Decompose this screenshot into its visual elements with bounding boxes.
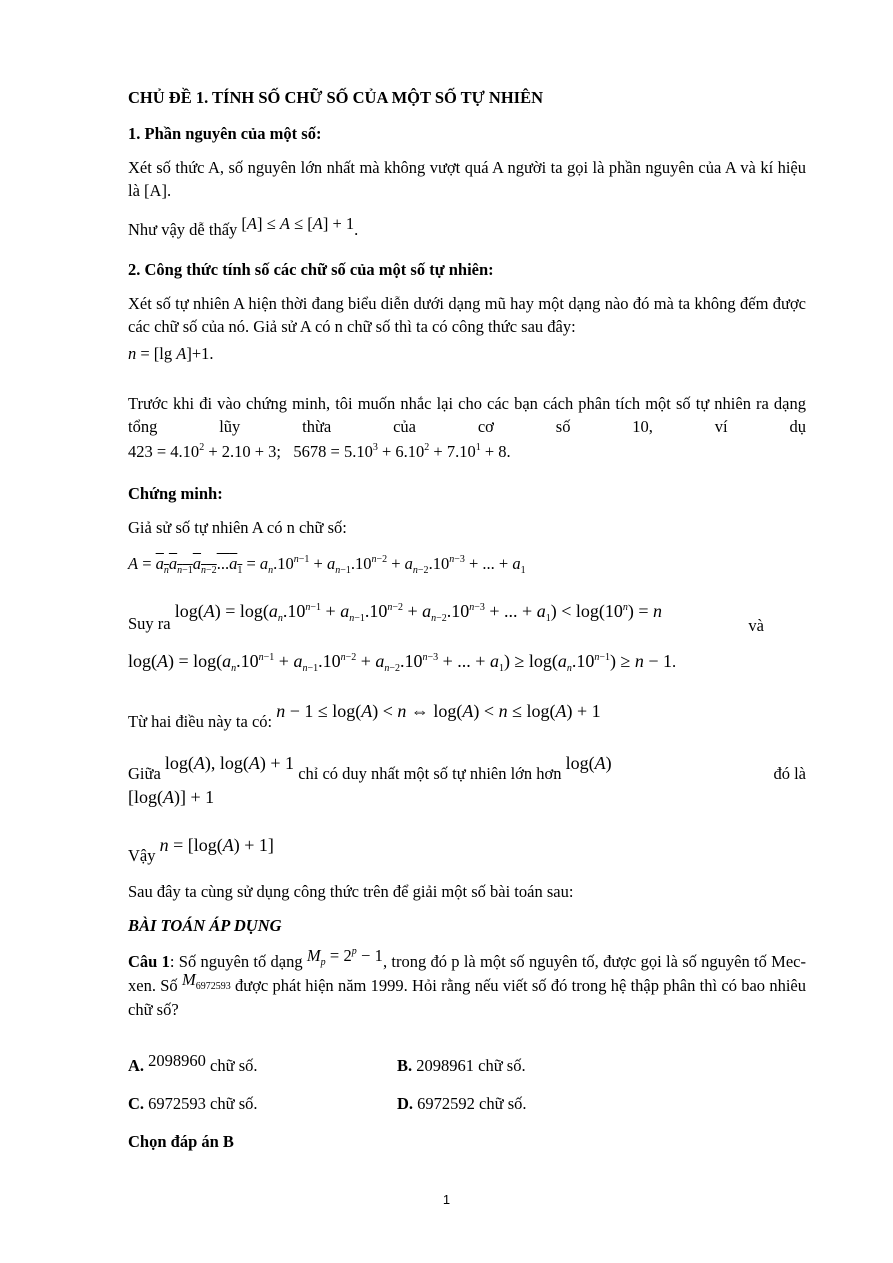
floor-inequality-formula: [A] ≤ A ≤ [A] + 1 xyxy=(241,214,355,233)
va-label: và xyxy=(748,616,764,635)
combined-inequality-formula: n − 1 ≤ log(A) < n ⇔ log(A) < n ≤ log(A) + 1 xyxy=(276,701,601,721)
option-b: B. 2098961 chữ số. xyxy=(397,1056,526,1075)
section1-para2-text: Như vậy dễ thấy xyxy=(128,220,238,239)
question-part2: , trong đó p là một số nguyên tố, được gọi là số nguyên tố Mec-xen. Số xyxy=(128,952,806,995)
option-d: D. 6972592 chữ số. xyxy=(397,1094,527,1113)
number-expansion-formula: $A = a_na_{n-1}a_{n-2}...a_1 = a_n.10^{n-1} + a_{n-1}.10^{n-2} + a_{n-2}.10^{n-3}$ + ... + $a_1$ xyxy=(128,554,526,576)
floor-log-formula: [log(A)] + 1 xyxy=(128,787,215,807)
applied-title: BÀI TOÁN ÁP DỤNG xyxy=(128,916,282,935)
option-c: C. 6972593 chữ số. xyxy=(128,1094,258,1113)
suy-ra-label: Suy ra xyxy=(128,614,171,633)
giua-label: Giữa xyxy=(128,764,161,783)
option-c-value: 6972593 xyxy=(148,1094,206,1113)
proof-title: Chứng minh: xyxy=(128,484,223,503)
do-la-label: đó là xyxy=(773,764,806,783)
option-a: A. 2098960 chữ số. xyxy=(128,1051,258,1075)
main-heading: CHỦ ĐỀ 1. TÍNH SỐ CHỮ SỐ CỦA MỘT SỐ TỰ NHIÊN xyxy=(128,88,544,107)
option-b-value: 2098961 xyxy=(416,1056,475,1075)
page-number: 1 xyxy=(442,1192,451,1207)
section1-title: 1. Phần nguyên của một số: xyxy=(128,124,322,143)
digit-count-formula: n = [lg A]+1. xyxy=(128,344,214,363)
section1-para2-end: . xyxy=(354,220,359,239)
vay-label: Vậy xyxy=(128,846,156,865)
question-1 xyxy=(128,946,807,1022)
section1-para2 xyxy=(128,214,806,241)
section2-title: 2. Công thức tính số các chữ số của một số tự nhiên: xyxy=(128,260,494,279)
power-examples: $423 = 4.10^2 + 2.10 + 3$; $5678 = 5.10^3 + 6.10^2 + 7.10^1 + 8$. xyxy=(128,442,511,461)
question-label: Câu 1 xyxy=(128,952,170,971)
lower-bound-line: $\log(A) = \log(a_n.10^{n-1} + a_{n-1}.10^{n-2} + a_{n-2}.10^{n-3}$ + ... + $a_1) \ge \log(a_n.10^{n-1}) \ge n - 1$. xyxy=(128,651,677,674)
section2-para1: Xét số tự nhiên A hiện thời đang biểu diễn dưới dạng mũ hay một dạng nào đó mà ta không đếm được các chữ số của nó. Giả sử A có n chữ số thì ta có công thức sau đây: xyxy=(128,294,806,336)
upper-bound-formula: $\log(A) = \log(a_n.10^{n-1} + a_{n-1}.10^{n-2} + a_{n-2}.10^{n-3}$ + ... + $a_1) < \log(10^n) = n$ xyxy=(174,601,663,624)
upper-bound-line xyxy=(128,600,806,635)
option-d-value: 6972592 xyxy=(417,1094,475,1113)
conclusion-line xyxy=(128,834,806,865)
between-line: Giữa log(A), log(A) + 1 chỉ có duy nhất một số tự nhiên lớn hơn log(A) đó là xyxy=(128,753,806,783)
mersenne-number: $M_{6972593}$ xyxy=(181,970,231,992)
example-5678: $5678 = 5.10^3 + 6.10^2 + 7.10^1 + 8$ xyxy=(293,442,507,461)
combined-inequality-line xyxy=(128,700,806,731)
mersenne-formula: $M_p = 2^p - 1$ xyxy=(306,946,383,968)
option-a-value: 2098960 xyxy=(148,1051,206,1070)
closing-text: Sau đây ta cùng sử dụng công thức trên để giải một số bài toán sau: xyxy=(128,882,574,901)
question-part3: được phát hiện năm 1999. Hỏi rằng nếu viết số đó trong hệ thập phân thì có bao nhiêu chữ số? xyxy=(128,976,807,1019)
lower-bound-formula: $\log(A) = \log(a_n.10^{n-1} + a_{n-1}.10^{n-2} + a_{n-2}.10^{n-3}$ + ... + $a_1) \ge \log(a_n.10^{n-1}) \ge n - 1$ xyxy=(128,651,673,674)
proof-intro: Giả sử số tự nhiên A có n chữ số: xyxy=(128,518,347,537)
question-part1: : Số nguyên tố dạng xyxy=(169,952,303,971)
mersenne-index: 6972593 xyxy=(195,981,231,992)
giua-mid-text: chỉ có duy nhất một số tự nhiên lớn hơn xyxy=(298,764,562,783)
section2-para2: Trước khi đi vào chứng minh, tôi muốn nhắc lại cho các bạn cách phân tích một số tự nhiên ra dạng tổng lũy thừa của cơ số 10, ví dụ xyxy=(128,394,806,436)
conclusion-formula: n = [log(A) + 1] xyxy=(159,835,274,855)
answer-line: Chọn đáp án B xyxy=(128,1132,234,1151)
example-423: $423 = 4.10^2 + 2.10 + 3$; xyxy=(128,442,282,461)
tu-hai-label: Từ hai điều này ta có: xyxy=(128,712,273,731)
section1-para1: Xét số thức A, số nguyên lớn nhất mà không vượt quá A người ta gọi là phần nguyên của A và kí hiệu là [A]. xyxy=(128,158,806,200)
